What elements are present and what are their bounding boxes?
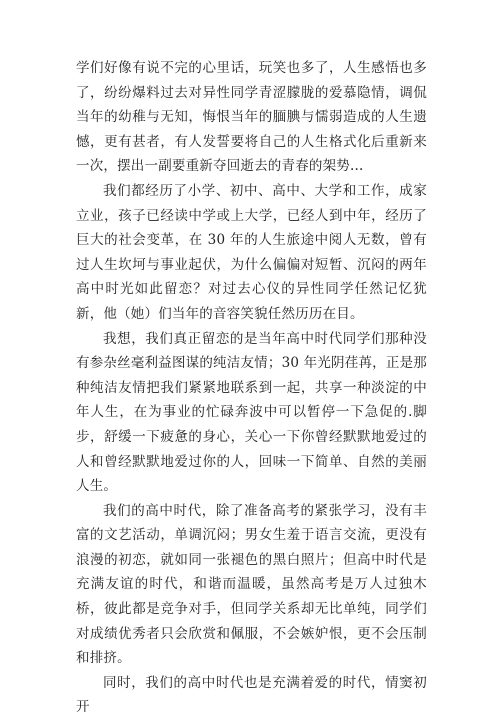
paragraph-2: 我们都经历了小学、初中、高中、大学和工作，成家立业，孩子已经读中学或上大学，已经人到中年，经历了巨大的社会变革，在 30 年的人生旅途中阅人无数，曾有过人生坎坷与事业起伏，为什么偏偏对短暂、沉闷的两年高中时光如此留恋？对过去心仪的异性同学任然记忆犹新，他（她）们当年的音容笑貌任然历历在目。 — [76, 182, 427, 322]
paragraph-1: 学们好像有说不完的心里话，玩笑也多了，人生感悟也多了，纷纷爆料过去对异性同学青涩朦胧的爱慕隐情，调侃当年的幼稚与无知，悔恨当年的腼腆与懦弱造成的人生遗憾，更有甚者，有人发誓要将自己的人生格式化后重新来一次，摆出一副要重新夺回逝去的青春的架势... — [76, 60, 427, 175]
paragraph-4: 我们的高中时代，除了准备高考的紧张学习，没有丰富的文艺活动，单调沉闷；男女生羞于语言交流，更没有浪漫的初恋，就如同一张褪色的黑白照片；但高中时代是充满友谊的时代，和谐而温暖，虽然高考是万人过独木桥，彼此都是竞争对手，但同学关系却无比单纯，同学们对成绩优秀者只会欣赏和佩服，不会嫉妒恨，更不会压制和排挤。 — [76, 502, 427, 667]
paragraph-3: 我想，我们真正留恋的是当年高中时代同学们那种没有参杂丝毫利益图谋的纯洁友情；30 年光阴荏苒，正是那种纯洁友情把我们紧紧地联系到一起，共享一种淡淀的中年人生，在为事业的忙碌奔波中可以暂停一下急促的.脚步，舒缓一下疲惫的身心，关心一下你曾经默默地爱过的人和曾经默默地爱过你的人，回味一下简单、自然的美丽人生。 — [76, 330, 427, 495]
document-body — [76, 56, 427, 720]
paragraph-5: 同时，我们的高中时代也是充满着爱的时代，情窦初开 — [76, 674, 427, 716]
